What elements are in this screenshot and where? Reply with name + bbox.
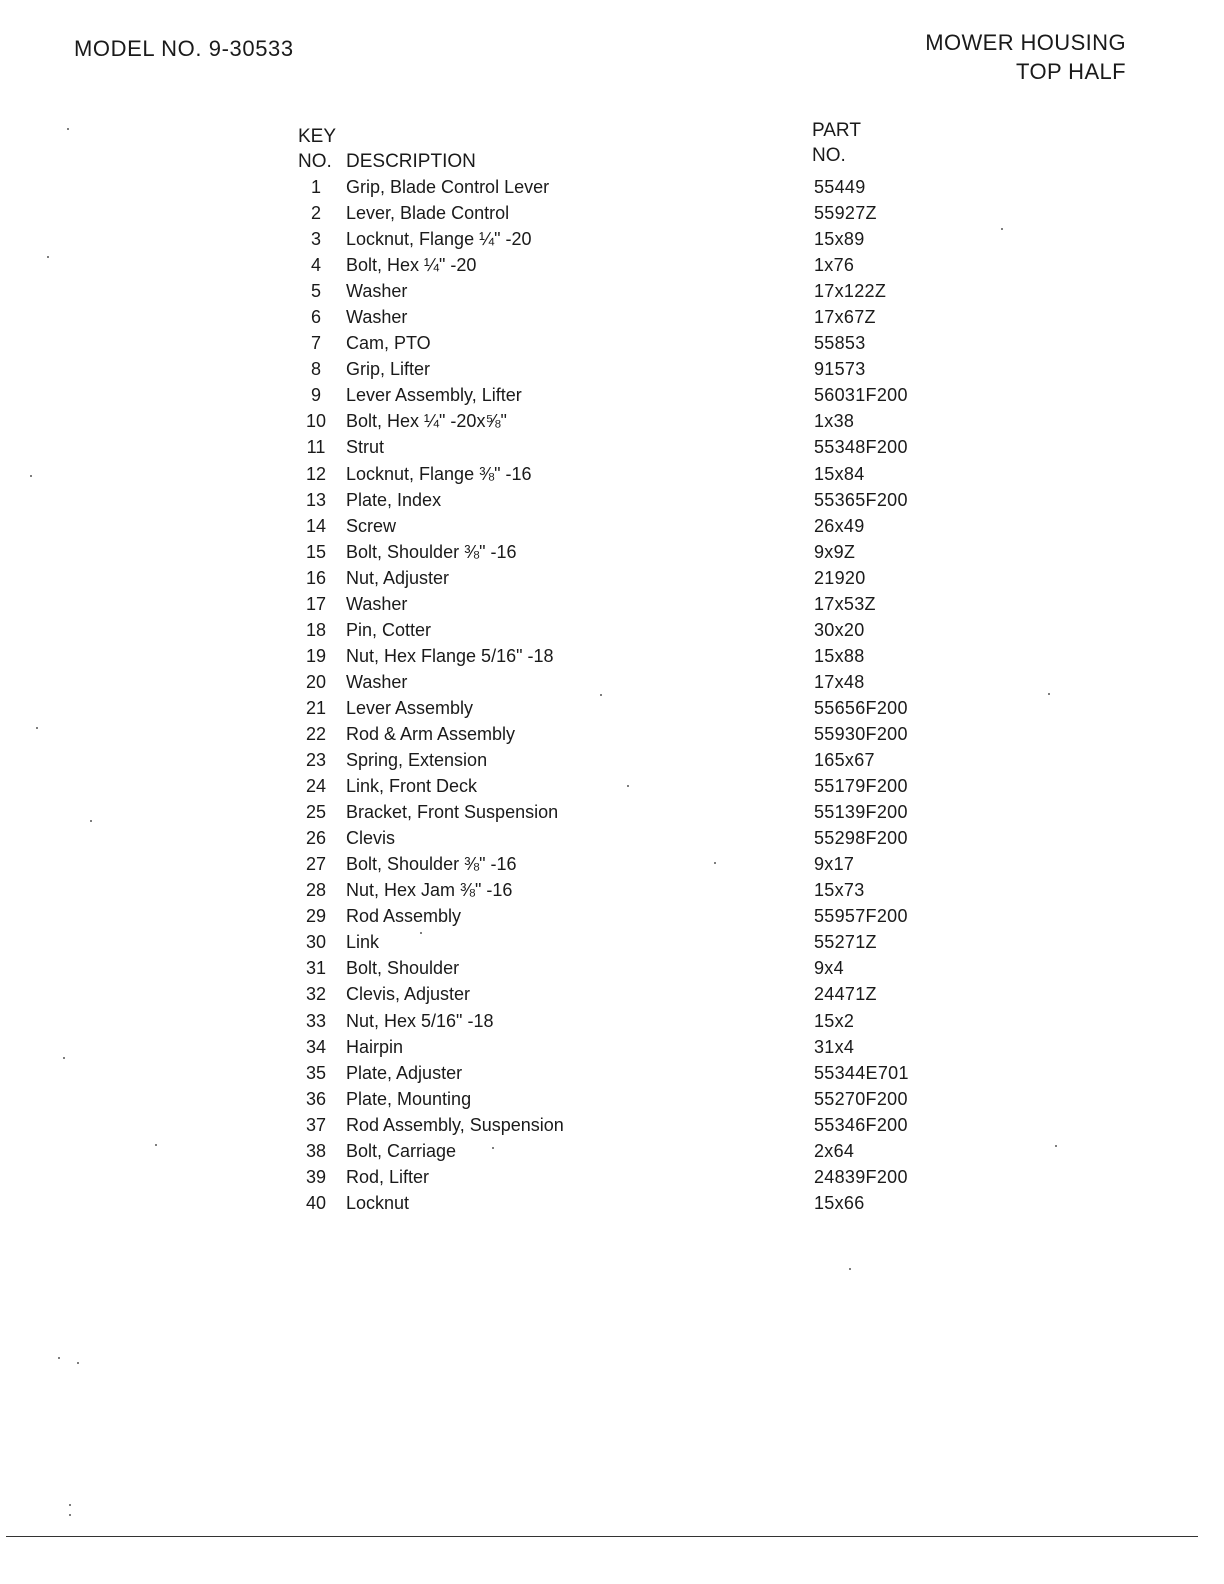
- part-number: 30x20: [814, 619, 865, 640]
- footer-rule: [6, 1536, 1198, 1537]
- part-description: Rod Assembly: [346, 906, 462, 927]
- part-description: Link: [346, 932, 380, 953]
- scan-speck: [69, 1504, 71, 1506]
- part-header-line-1: PART: [812, 120, 861, 141]
- scan-speck: [1001, 228, 1003, 230]
- part-description: Plate, Mounting: [346, 1088, 472, 1109]
- part-description: Plate, Adjuster: [346, 1062, 463, 1083]
- part-description: Clevis: [346, 828, 396, 849]
- part-number: 15x88: [814, 645, 865, 666]
- part-description: Washer: [346, 307, 408, 328]
- part-description: Bolt, Shoulder ⅜" -16: [346, 854, 517, 875]
- part-number: 55179F200: [814, 776, 908, 797]
- key-number: 28: [305, 880, 327, 901]
- scan-speck: [69, 1514, 71, 1516]
- scan-speck: [1055, 1145, 1057, 1147]
- part-number: 55344E701: [814, 1062, 909, 1083]
- key-number: 7: [310, 333, 321, 354]
- part-number: 55930F200: [814, 723, 908, 744]
- key-number: 1: [310, 177, 321, 197]
- key-number: 22: [305, 723, 327, 744]
- key-number: 38: [305, 1140, 327, 1161]
- scan-speck: [63, 1057, 65, 1059]
- part-description: Lever Assembly: [346, 697, 474, 718]
- key-number: 15: [305, 541, 327, 562]
- title-line-1: MOWER HOUSING: [925, 30, 1126, 55]
- key-number: 11: [306, 437, 326, 458]
- part-number: 55365F200: [814, 489, 908, 510]
- key-number: 20: [305, 671, 327, 692]
- description-header: DESCRIPTION: [346, 151, 476, 172]
- part-description: Cam, PTO: [346, 333, 431, 354]
- part-number: 55656F200: [814, 697, 908, 718]
- part-description: Grip, Lifter: [346, 359, 431, 380]
- key-number: 23: [305, 750, 327, 771]
- key-number: 9: [310, 385, 321, 406]
- scan-speck: [627, 785, 629, 787]
- part-number: 165x67: [814, 750, 875, 771]
- key-number: 25: [305, 802, 327, 823]
- key-number: 24: [305, 776, 327, 797]
- scan-speck: [1048, 693, 1050, 695]
- scan-speck: [714, 862, 716, 864]
- part-description: Locknut, Flange ¼" -20: [346, 229, 532, 250]
- key-number: 3: [310, 229, 321, 250]
- scan-speck: [90, 820, 92, 822]
- part-description: Bracket, Front Suspension: [346, 802, 559, 823]
- part-description: Bolt, Hex ¼" -20x⅝": [346, 411, 507, 432]
- part-description: Link, Front Deck: [346, 776, 478, 797]
- part-number: 91573: [814, 359, 866, 380]
- part-number: 55927Z: [814, 203, 877, 224]
- part-description: Lever, Blade Control: [346, 203, 510, 224]
- part-number: 2x64: [814, 1140, 855, 1161]
- part-number: 17x122Z: [814, 281, 887, 302]
- part-description: Rod & Arm Assembly: [346, 723, 516, 744]
- part-description: Spring, Extension: [346, 750, 488, 771]
- part-number: 15x73: [814, 880, 865, 901]
- scan-speck: [58, 1357, 60, 1359]
- part-number: 9x9Z: [814, 541, 856, 562]
- scan-speck: [30, 475, 32, 477]
- part-description: Washer: [346, 281, 408, 302]
- key-number: 29: [305, 906, 327, 927]
- key-header-line-1: KEY: [298, 126, 337, 147]
- key-number: 37: [305, 1114, 327, 1135]
- part-number: 24471Z: [814, 984, 877, 1005]
- key-header-line-2: NO.: [298, 151, 332, 172]
- key-number: 17: [305, 593, 327, 614]
- key-number: 33: [305, 1010, 327, 1031]
- part-description: Washer: [346, 593, 408, 614]
- part-number: 1x38: [814, 411, 855, 432]
- key-number: 6: [310, 307, 321, 328]
- key-number: 32: [305, 984, 327, 1005]
- part-description: Locknut, Flange ⅜" -16: [346, 463, 532, 484]
- key-number: 31: [305, 958, 327, 979]
- key-number: 36: [305, 1088, 327, 1109]
- part-description: Nut, Hex Jam ⅜" -16: [346, 880, 513, 901]
- part-description: Hairpin: [346, 1036, 404, 1057]
- key-no-header: [298, 124, 336, 174]
- part-number: 15x89: [814, 229, 865, 250]
- key-number: 16: [305, 567, 327, 588]
- part-number: 55449: [814, 177, 866, 197]
- part-number: 26x49: [814, 515, 865, 536]
- part-number: 55957F200: [814, 906, 908, 927]
- part-description: Screw: [346, 515, 397, 536]
- part-description: Plate, Index: [346, 489, 442, 510]
- scan-speck: [492, 1147, 494, 1149]
- key-number: 14: [305, 515, 327, 536]
- scan-speck: [47, 256, 49, 258]
- key-number: 26: [305, 828, 327, 849]
- key-number: 35: [305, 1062, 327, 1083]
- key-number: 18: [305, 619, 327, 640]
- part-description: Rod, Lifter: [346, 1166, 430, 1187]
- part-number: 55346F200: [814, 1114, 908, 1135]
- key-number: 10: [305, 411, 327, 432]
- part-header-line-2: NO.: [812, 145, 846, 166]
- key-number: 2: [310, 203, 321, 224]
- part-description: Bolt, Shoulder ⅜" -16: [346, 541, 517, 562]
- part-description: Bolt, Hex ¼" -20: [346, 255, 477, 276]
- title-line-2: TOP HALF: [1016, 59, 1126, 84]
- scan-speck: [77, 1362, 79, 1364]
- scan-speck: [67, 128, 69, 130]
- scan-speck: [849, 1268, 851, 1270]
- part-description: Nut, Hex 5/16" -18: [346, 1010, 494, 1031]
- key-number: 19: [305, 645, 327, 666]
- part-description: Bolt, Shoulder: [346, 958, 460, 979]
- part-number: 17x67Z: [814, 307, 876, 328]
- part-number: 55270F200: [814, 1088, 908, 1109]
- part-description: Bolt, Carriage: [346, 1140, 457, 1161]
- part-number: 55853: [814, 333, 866, 354]
- part-number: 21920: [814, 567, 866, 588]
- model-number: MODEL NO. 9-30533: [74, 36, 294, 61]
- part-number: 24839F200: [814, 1166, 908, 1187]
- part-no-header: [812, 118, 861, 168]
- part-number: 15x84: [814, 463, 865, 484]
- part-number: 31x4: [814, 1036, 855, 1057]
- part-description: Lever Assembly, Lifter: [346, 385, 522, 406]
- scan-speck: [420, 932, 422, 934]
- part-number: 17x48: [814, 671, 865, 692]
- part-number: 56031F200: [814, 385, 908, 406]
- key-number: 30: [305, 932, 327, 953]
- key-number: 34: [305, 1036, 327, 1057]
- part-description: Pin, Cotter: [346, 619, 432, 640]
- part-number: 15x66: [814, 1192, 865, 1213]
- part-number: 15x2: [814, 1010, 855, 1031]
- key-number: 13: [305, 489, 327, 510]
- scan-speck: [600, 694, 602, 696]
- part-number: 1x76: [814, 255, 855, 276]
- part-description: Nut, Adjuster: [346, 567, 450, 588]
- part-description: Clevis, Adjuster: [346, 984, 471, 1005]
- part-number: 9x17: [814, 854, 855, 875]
- part-description: Locknut: [346, 1192, 410, 1213]
- page-title: [925, 28, 1126, 86]
- part-description: Rod Assembly, Suspension: [346, 1114, 564, 1135]
- scan-speck: [155, 1144, 157, 1146]
- part-description: Washer: [346, 671, 408, 692]
- part-number: 55298F200: [814, 828, 908, 849]
- key-number: 4: [310, 255, 321, 276]
- part-description: Grip, Blade Control Lever: [346, 177, 550, 197]
- part-number: 55271Z: [814, 932, 877, 953]
- scan-speck: [36, 727, 38, 729]
- part-description: Strut: [346, 437, 385, 458]
- key-number: 27: [305, 854, 327, 875]
- part-number: 55348F200: [814, 437, 908, 458]
- key-number: 12: [305, 463, 327, 484]
- part-number: 9x4: [814, 958, 844, 979]
- key-number: 5: [310, 281, 321, 302]
- part-description: Nut, Hex Flange 5/16" -18: [346, 645, 554, 666]
- key-number: 21: [305, 697, 327, 718]
- part-number: 55139F200: [814, 802, 908, 823]
- key-number: 39: [305, 1166, 327, 1187]
- key-number: 8: [310, 359, 321, 380]
- part-number: 17x53Z: [814, 593, 876, 614]
- key-number: 40: [305, 1192, 327, 1213]
